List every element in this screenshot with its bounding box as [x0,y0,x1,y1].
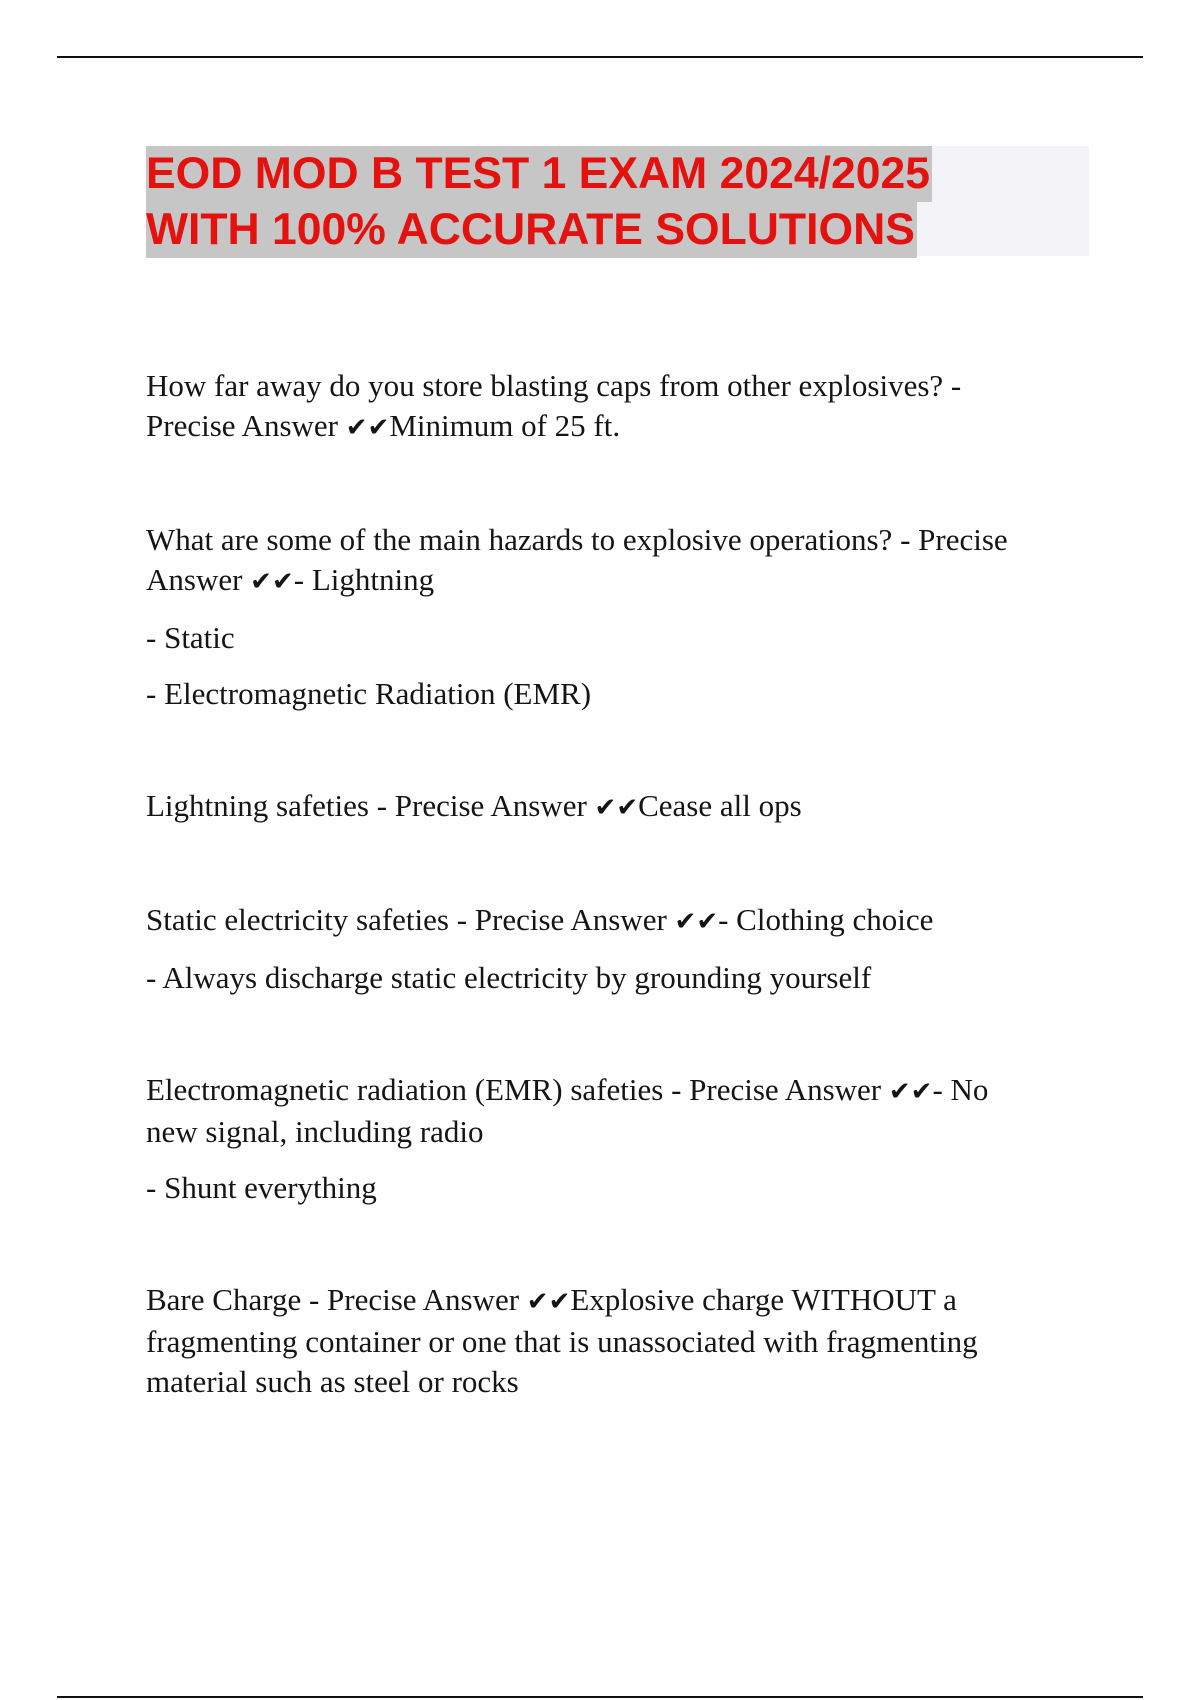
qa-item [146,900,1066,998]
double-check-icon: ✔✔ [888,1077,933,1107]
double-check-icon: ✔✔ [674,907,719,937]
question-answer-text: Electromagnetic radiation (EMR) safeties - Precise Answer ✔✔- No [146,1072,989,1107]
question-text: How far away do you store blasting caps from other explosives? - [146,368,962,403]
question-answer-text: Bare Charge - Precise Answer ✔✔Explosive charge WITHOUT a [146,1282,957,1317]
title-line-1: EOD MOD B TEST 1 EXAM 2024/2025 [146,146,932,202]
qa-item [146,366,1066,448]
answer-text: Precise Answer ✔✔Minimum of 25 ft. [146,408,621,443]
answer-continued-text: material such as steel or rocks [146,1364,519,1399]
double-check-icon: ✔✔ [594,793,639,823]
answer-continued-text: fragmenting container or one that is unassociated with fragmenting [146,1324,978,1359]
answer-sub-point: - Always discharge static electricity by grounding yourself [146,960,872,995]
answer-sub-point: - Static [146,620,235,655]
question-answer-text: Lightning safeties - Precise Answer ✔✔Cease all ops [146,788,802,823]
double-check-icon: ✔✔ [250,567,294,597]
question-text: What are some of the main hazards to explosive operations? - Precise [146,522,1008,557]
answer-text: Answer ✔✔- Lightning [146,562,435,597]
answer-continued-text: new signal, including radio [146,1114,484,1149]
double-check-icon: ✔✔ [526,1287,571,1317]
answer-sub-point: - Shunt everything [146,1170,377,1205]
answer-sub-point: - Electromagnetic Radiation (EMR) [146,676,592,711]
bottom-rule [57,1696,1143,1698]
qa-item [146,520,1066,714]
question-answer-text: Static electricity safeties - Precise Answer ✔✔- Clothing choice [146,902,934,937]
top-rule [57,56,1143,58]
qa-item [146,786,1066,828]
qa-list [146,366,1066,1402]
document-title [146,146,932,258]
title-line-2: WITH 100% ACCURATE SOLUTIONS [146,202,917,258]
qa-item [146,1280,1066,1402]
double-check-icon: ✔✔ [345,413,390,443]
qa-item [146,1070,1066,1208]
